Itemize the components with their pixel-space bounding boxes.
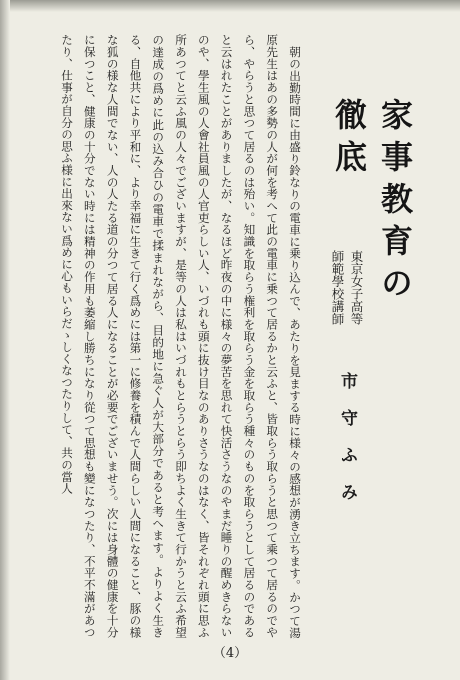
page-number: （4） <box>212 646 248 661</box>
author-name: 市守ふみ <box>337 372 357 520</box>
author-affiliation <box>322 250 366 350</box>
scan-shadow-left <box>0 0 10 680</box>
affiliation-line-1: 東京女子高等 <box>349 250 364 325</box>
article-title: 家事教育の徹底 <box>330 98 414 308</box>
body-paragraph: 朝の出勤時間に由盛り鈴なりの電車に乗り込んで、あたりを見まする時に様々の感想が湧き立ちます。かつて湯原先生はあの多勢の人が何を考へて此の電車に乗つて居るかと云ふと、皆取らう取らうと思つて乘つて居るのでやら、やらうと思つて居るのは殆い。知識を取らう権利を取らう金を取らう種々のものを取らうとして居るのであると云はれたことがありましたが、なるほど昨夜の中に様々の夢苦を思れて快活さうなのやまだ睡りの醒めきらないのや、學生風の人會社員風の人官吏らしい人、いづれも頭に抜け目なのありさうなのはなく、皆それぞれ頭に思ふ所あつてと云ふ風の人々でございますが、是等の人は私はいづれもとらうとらう即ちよく生きて行かうと云ふ希望の達成の爲めに此の込み合ひの電車で揉まれながら、目的地に急ぐ人が大部分であると考へます。よりよく生きる、自他共により平和に、より幸福に生きて行く爲めには第一に修養を積んで人間らしい人間になること、豚の様な狐の様な人間でない、人の人たる道の分つて居る人になることが必要でございませう。次には身體の健康を十分に保つこと、健康の十分でない時には精神の作用も萎縮し勝ちになり從つて思想も變になつたり、不平不滿があつたり、仕事が自分の思ふ様に出來ない爲めに心もいらだゝしくなつたりして、共の當人 <box>60 34 302 638</box>
affiliation-line-2: 師範學校講師 <box>330 250 345 325</box>
scan-shadow-top <box>0 0 460 12</box>
article-body <box>16 34 306 638</box>
